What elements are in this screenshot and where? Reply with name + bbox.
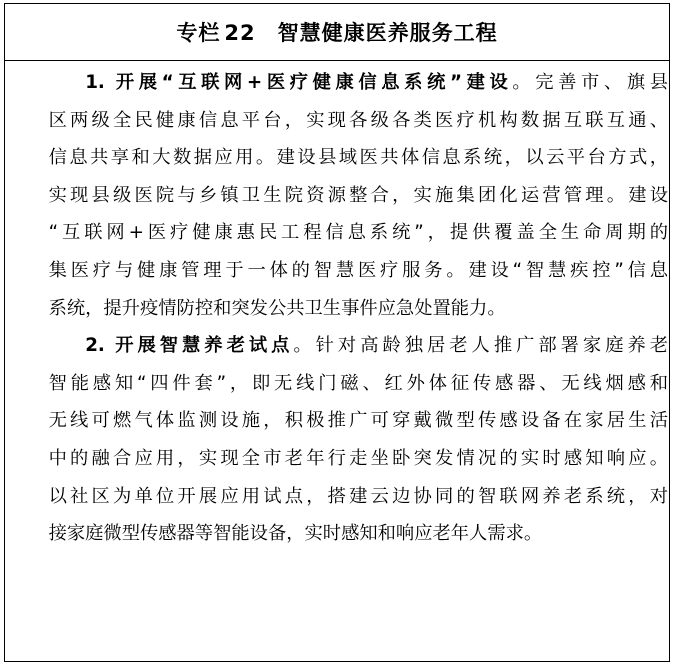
item-1-line-2: 区两级全民健康信息平台，实现各级各类医疗机构数据互联互通、: [48, 109, 668, 131]
item-2-line-3: 无线可燃气体监测设施，积极推广可穿戴微型传感设备在家居生活: [48, 410, 668, 432]
title-label: 专栏: [176, 21, 221, 45]
box-title: [176, 17, 497, 47]
item-2-line-6: 接家庭微型传感器等智能设备，实时感知和响应老年人需求。: [48, 523, 543, 545]
item-2-line-1: 2. 开展智慧养老试点。针对高龄独居老人推广部署家庭养老: [85, 335, 669, 357]
item-1-line-7: 系统，提升疫情防控和突发公共卫生事件应急处置能力。: [48, 297, 506, 319]
item-2-heading: 2. 开展智慧养老试点: [85, 335, 294, 357]
item-1-line-1: 1. 开展“互联网+医疗健康信息系统”建设。完善市、旗县: [85, 72, 668, 93]
title-number: 22: [224, 21, 256, 45]
item-2-line-4: 中的融合应用，实现全市老年行走坐卧突发情况的实时感知响应。: [48, 447, 668, 469]
item-1: [12, 64, 668, 327]
item-2-line-2: 智能感知“四件套”，即无线门磁、红外体征传感器、无线烟感和: [48, 372, 668, 394]
item-2: [12, 327, 668, 553]
item-1-line-5: “互联网+医疗健康惠民工程信息系统”，提供覆盖全生命周期的: [48, 222, 668, 244]
title-row: [5, 4, 669, 61]
body-content: [12, 64, 668, 553]
title-text: 智慧健康医养服务工程: [277, 21, 498, 45]
item-1-line-3: 信息共享和大数据应用。建设县域医共体信息系统，以云平台方式，: [48, 147, 668, 169]
item-1-line-6: 集医疗与健康管理于一体的智慧医疗服务。建设“智慧疾控”信息: [48, 259, 668, 281]
item-2-line-5: 以社区为单位开展应用试点，搭建云边协同的智联网养老系统，对: [48, 485, 668, 507]
item-1-line-4: 实现县级医院与乡镇卫生院资源整合，实施集团化运营管理。建设: [48, 184, 668, 206]
item-1-heading: 1. 开展“互联网+医疗健康信息系统”建设: [85, 72, 513, 93]
